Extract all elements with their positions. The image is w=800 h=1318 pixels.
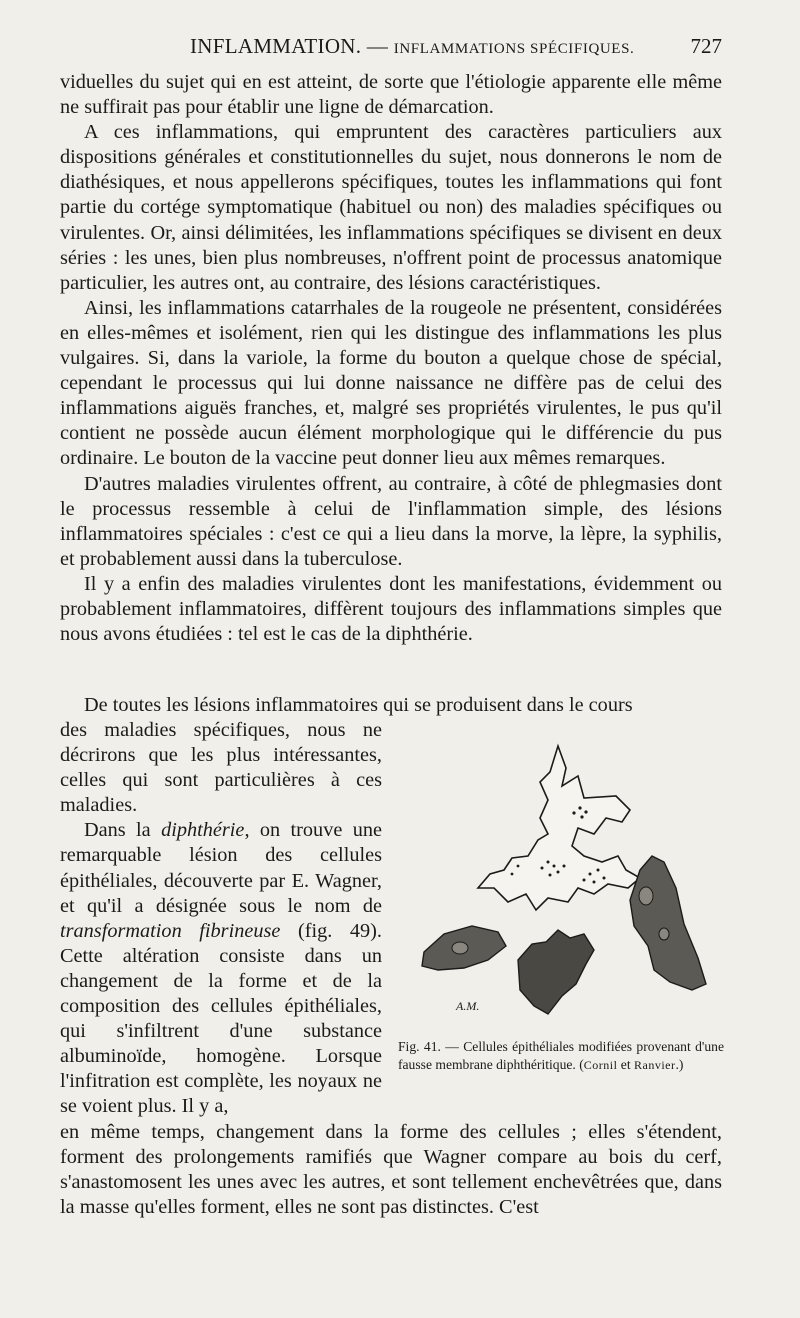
- title-sub: INFLAMMATIONS SPÉCIFIQUES.: [393, 41, 635, 57]
- paragraph-2: A ces inflammations, qui empruntent des caractères particuliers aux dispositions générales et constitutionnelles du sujet, nous donnerons le nom de diathésiques, et nous appellerons spécifiques, toutes les inflammations qui font partie du cortége symptomatique (habituel ou non) des maladies spécifiques ou virulentes. Or, ainsi délimitées, les inflammations spécifiques se divisent en deux séries : les unes, bien plus nombreuses, n'offrent point de processus anatomique particulier, les autres ont, au contraire, des lésions caractéristiques.: [60, 121, 722, 294]
- title-main: INFLAMMATION.: [190, 34, 362, 58]
- paragraph-4: D'autres maladies virulentes offrent, au contraire, à côté de phlegmasies dont le processus ressemble à celui de l'inflammation simple, des lésions inflammatoires spéciales : c'est ce qui a lieu dans la morve, la lèpre, la syphilis, et probablement aussi dans la tuberculose.: [60, 472, 722, 570]
- paragraph-6-start: De toutes les lésions inflammatoires qui se produisent dans le cours: [84, 694, 633, 716]
- figure-caption: [398, 1038, 724, 1074]
- p7-em-diphtherie: diphthérie: [161, 819, 245, 842]
- cells-engraving: [408, 738, 720, 1030]
- wide-line: [60, 693, 722, 718]
- figure-41: [398, 738, 726, 1098]
- p7-b: , on trouve une remarquable lésion des cellules épithéliales, découverte par E. Wagner, et qu'il a désignée sous le nom de: [60, 819, 382, 917]
- paragraph-7-continued: en même temps, changement dans la forme des cellules ; elles s'étendent, forment des prolongements ramifiés que Wagner compare au bois du cerf, s'anastomosent les unes avec les autres, et sont tellement enchevêtrées que, dans la masse qu'elles forment, elles ne sont pas distinctes. C'est: [60, 1121, 722, 1219]
- caption-author-ranvier: Ranvier: [634, 1057, 676, 1072]
- nucleus-right-1: [639, 887, 653, 905]
- p7-c: (fig. 49). Cette altération consiste dans un changement de la forme et de la composition des cellules épithéliales, qui s'infiltrent d'une substance albuminoïde, homogène. Lorsque l'infitration est complète, les noyaux ne se voient plus. Il y a,: [60, 919, 382, 1118]
- p7-em-transformation: transformation fibrineuse: [60, 919, 281, 942]
- paragraph-5: Il y a enfin des maladies virulentes dont les manifestations, évidemment ou probablement inflammatoires, diffèrent toujours des inflammations simples que nous avons étudiées : tel est le cas de la diphthérie.: [60, 572, 722, 646]
- nucleus-left: [452, 942, 468, 954]
- caption-end: .): [675, 1056, 684, 1072]
- p7-a: Dans la: [84, 819, 162, 842]
- running-title: [190, 34, 634, 59]
- page-number: 727: [690, 34, 722, 58]
- branched-cell-large: [478, 746, 640, 910]
- caption-label: Fig. 41.: [398, 1039, 441, 1054]
- paragraph-3: Ainsi, les inflammations catarrhales de la rougeole ne présentent, considérées en elles-mêmes et isolément, rien qui les distingue des inflammations les plus vulgaires. Si, dans la variole, la forme du bouton a quelque chose de spécial, cependant le processus qui lui donne naissance ne diffère pas de celui des inflammations aiguës franches, et, malgré ses propriétés virulentes, le pus qu'il contient ne possède aucun élément morphologique qui le différencie du pus ordinaire. Le bouton de la vaccine peut donner lieu aux mêmes remarques.: [60, 296, 722, 470]
- bottom-text: [60, 1120, 722, 1220]
- paragraph-7: [60, 818, 382, 1119]
- engraver-signature: A.M.: [456, 999, 480, 1013]
- caption-text: — Cellules épithéliales modifiées provenant d'une fausse membrane diphthéritique. (: [398, 1039, 724, 1072]
- main-text: [60, 70, 722, 647]
- title-dash: —: [361, 34, 394, 58]
- caption-author-cornil: Cornil: [583, 1057, 618, 1072]
- dark-cell-right: [630, 856, 706, 990]
- dark-cell-center: [518, 930, 594, 1014]
- paragraph-1: viduelles du sujet qui en est atteint, de sorte que l'étiologie apparente elle même ne suffirait pas pour établir une ligne de démarcation.: [60, 71, 722, 119]
- narrow-column: [60, 718, 382, 1120]
- caption-and: et: [617, 1056, 635, 1072]
- paragraph-6-rest: des maladies spécifiques, nous ne décrirons que les plus intéressantes, celles qui sont particulières à ces maladies.: [60, 719, 382, 817]
- nucleus-right-2: [659, 928, 669, 940]
- running-header: [60, 34, 722, 64]
